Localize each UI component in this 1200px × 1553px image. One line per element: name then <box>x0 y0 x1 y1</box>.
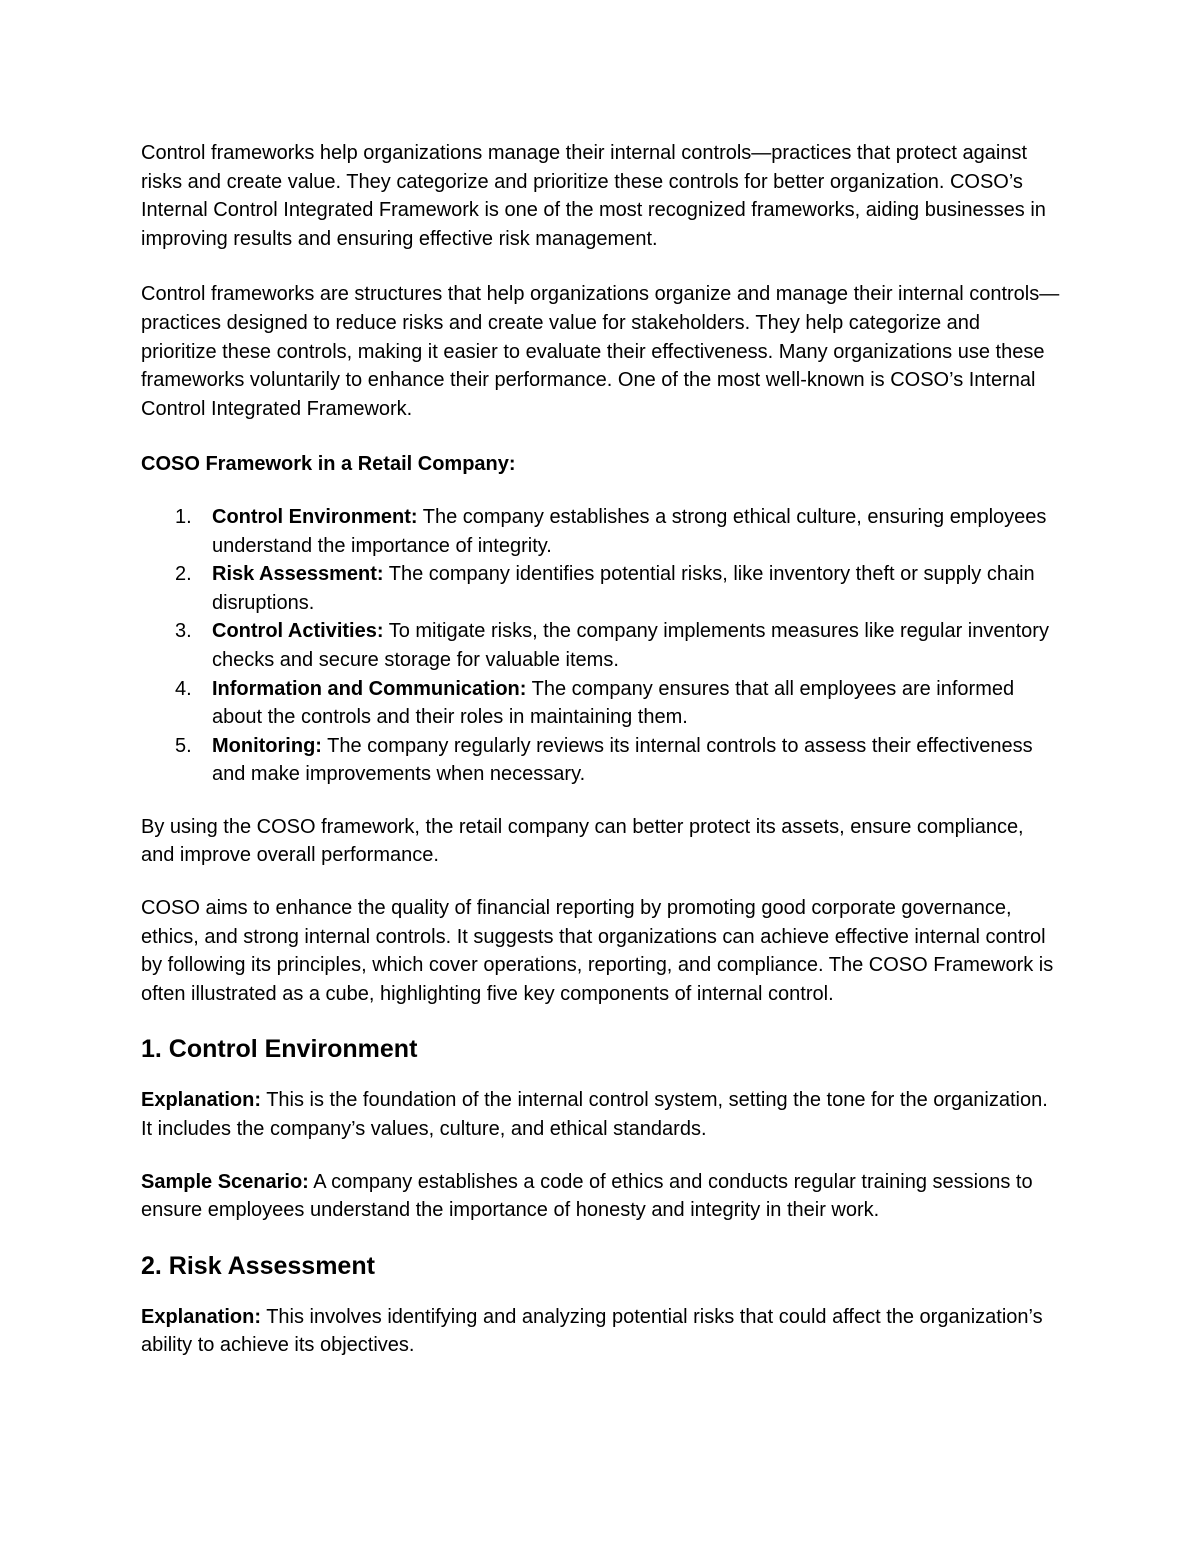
explanation-text: This is the foundation of the internal control system, setting the tone for the organization. It includes the company’s values, culture, and ethical standards. <box>141 1089 1048 1141</box>
list-item-text: The company establishes a strong ethical culture, ensuring employees understand the importance of integrity. <box>212 505 1047 557</box>
retail-summary: By using the COSO framework, the retail company can better protect its assets, ensure compliance, and improve overall performance. <box>141 815 1024 867</box>
list-item <box>141 617 1061 674</box>
list-item-number: 2. <box>175 563 192 586</box>
explanation-label: Explanation: <box>141 1089 262 1112</box>
scenario-text: A company establishes a code of ethics and conducts regular training sessions to ensure employees understand the importance of honesty and integrity in their work. <box>141 1170 1033 1222</box>
list-item-number: 3. <box>175 620 192 643</box>
list-item <box>141 732 1061 789</box>
section-title-risk-assessment: 2. Risk Assessment <box>141 1251 375 1280</box>
section-title-control-environment: 1. Control Environment <box>141 1035 418 1064</box>
list-item-number: 1. <box>175 505 192 528</box>
list-item-text: To mitigate risks, the company implements measures like regular inventory checks and secure storage for valuable items. <box>212 620 1049 671</box>
list-item-term: Risk Assessment: <box>212 563 384 586</box>
list-item <box>141 503 1061 560</box>
list-item-text: The company ensures that all employees are informed about the controls and their roles in maintaining them. <box>212 677 1015 729</box>
document-page <box>141 139 1061 1360</box>
list-item-term: Control Environment: <box>212 505 418 528</box>
list-item-number: 5. <box>175 734 192 757</box>
list-item <box>141 675 1061 732</box>
intro-paragraph-2: Control frameworks are structures that help organizations organize and manage their internal controls—practices designed to reduce risks and create value for stakeholders. They help categorize and prioritize these controls, making it easier to evaluate their effectiveness. Many organizations use these frameworks voluntarily to enhance their performance. One of the most well-known is COSO’s Internal Control Integrated Framework. <box>141 283 1060 420</box>
list-item-text: The company identifies potential risks, like inventory theft or supply chain disruptions. <box>212 563 1035 614</box>
intro-paragraph-1: Control frameworks help organizations manage their internal controls—practices that protect against risks and create value. They categorize and prioritize these controls for better organization. COSO’s Internal Control Integrated Framework is one of the most recognized frameworks, aiding businesses in improving results and ensuring effective risk management. <box>141 142 1046 250</box>
retail-heading: COSO Framework in a Retail Company: <box>141 453 516 476</box>
control-environment-scenario <box>141 1168 1061 1225</box>
explanation-label: Explanation: <box>141 1305 262 1328</box>
scenario-label: Sample Scenario: <box>141 1170 309 1193</box>
list-item <box>141 560 1061 617</box>
explanation-text: This involves identifying and analyzing potential risks that could affect the organization’s ability to achieve its objectives. <box>141 1305 1043 1357</box>
list-item-text: The company regularly reviews its internal controls to assess their effectiveness and make improvements when necessary. <box>212 734 1033 786</box>
list-item-term: Information and Communication: <box>212 677 527 700</box>
list-item-number: 4. <box>175 677 192 700</box>
control-environment-explanation <box>141 1086 1061 1143</box>
list-item-term: Monitoring: <box>212 734 322 757</box>
list-item-term: Control Activities: <box>212 620 384 643</box>
risk-assessment-explanation <box>141 1303 1061 1360</box>
coso-aims-paragraph: COSO aims to enhance the quality of financial reporting by promoting good corporate governance, ethics, and strong internal controls. It suggests that organizations can achieve effective internal control by following its principles, which cover operations, reporting, and compliance. The COSO Framework is often illustrated as a cube, highlighting five key components of internal control. <box>141 897 1054 1005</box>
coso-components-list <box>141 503 1061 789</box>
